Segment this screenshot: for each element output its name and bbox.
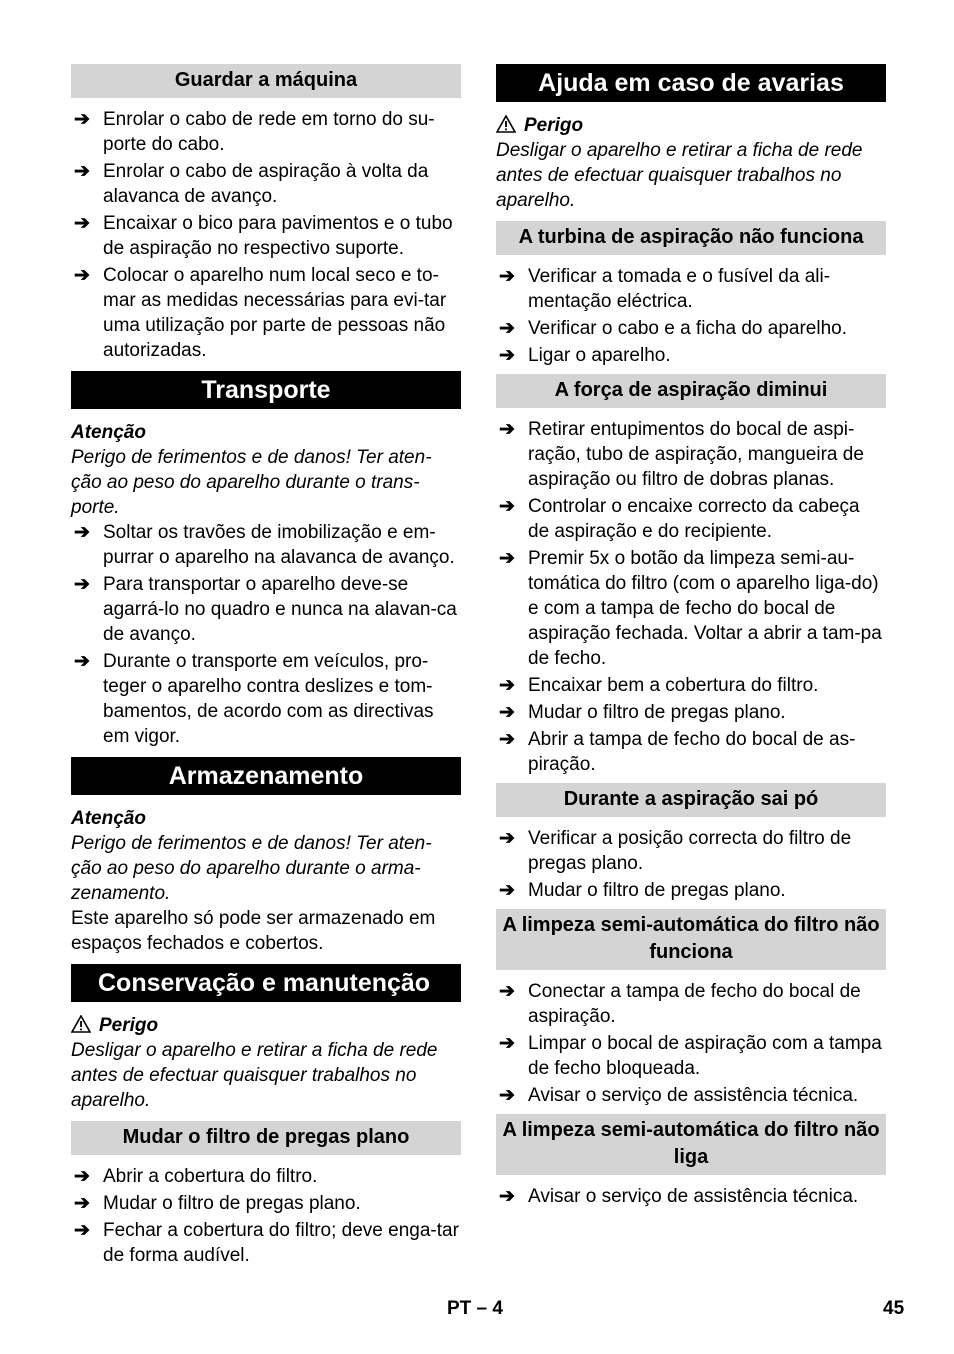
section-heading-armazenamento: Armazenamento: [71, 757, 461, 795]
arrow-icon: ➔: [499, 1085, 515, 1106]
list-item: ➔ Limpar o bocal de aspiração com a tampa de fecho bloqueada.: [499, 1033, 882, 1079]
list-item: ➔ Ligar o aparelho.: [499, 345, 671, 366]
list-item: ➔ Durante o transporte em veículos, pro-teger o aparelho contra deslizes e tom-bamentos, de acordo com as directivas em vigor.: [74, 651, 434, 747]
arrow-icon: ➔: [499, 318, 515, 339]
warning-title: Perigo: [496, 113, 886, 138]
arrow-icon: ➔: [499, 675, 515, 696]
list-item: ➔ Verificar a posição correcta do filtro de pregas plano.: [499, 828, 852, 874]
arrow-icon: ➔: [499, 419, 515, 440]
list-forca: [496, 417, 886, 777]
note-title: Atenção: [71, 422, 146, 443]
list-sai-po: [496, 826, 886, 903]
section-heading-sai-po: Durante a aspiração sai pó: [496, 783, 886, 817]
list-mudar-filtro: [71, 1164, 461, 1268]
note-title: Atenção: [71, 808, 146, 829]
body-text: Este aparelho só pode ser armazenado em espaços fechados e cobertos.: [71, 908, 436, 954]
arrow-icon: ➔: [74, 1166, 90, 1187]
section-heading-transporte: Transporte: [71, 371, 461, 409]
list-item: ➔ Enrolar o cabo de aspiração à volta da alavanca de avanço.: [74, 161, 429, 207]
left-column: [71, 64, 461, 1270]
arrow-icon: ➔: [499, 548, 515, 569]
arrow-icon: ➔: [74, 213, 90, 234]
section-heading-ajuda: Ajuda em caso de avarias: [496, 64, 886, 102]
page-number: 45: [883, 1298, 905, 1319]
arrow-icon: ➔: [499, 1033, 515, 1054]
section-heading-conservacao: Conservação e manutenção: [71, 964, 461, 1002]
list-item: ➔ Controlar o encaixe correcto da cabeça de aspiração e do recipiente.: [499, 496, 860, 542]
list-item: ➔ Colocar o aparelho num local seco e to-mar as medidas necessárias para evi-tar uma utilização por parte de pessoas não autorizadas.: [74, 265, 447, 361]
arrow-icon: ➔: [74, 109, 90, 130]
arrow-icon: ➔: [74, 574, 90, 595]
list-item: ➔ Abrir a tampa de fecho do bocal de as-piração.: [499, 729, 856, 775]
section-heading-limpeza-nao-liga: A limpeza semi-automática do filtro não liga: [496, 1114, 886, 1175]
list-guardar: [71, 107, 461, 363]
list-item: ➔ Verificar o cabo e a ficha do aparelho.: [499, 318, 847, 339]
list-item: ➔ Para transportar o aparelho deve-se agarrá-lo no quadro e nunca na alavan-ca de avanço.: [74, 574, 457, 645]
list-item: ➔ Encaixar o bico para pavimentos e o tubo de aspiração no respectivo suporte.: [74, 213, 453, 259]
arrow-icon: ➔: [499, 266, 515, 287]
arrow-icon: ➔: [499, 702, 515, 723]
arrow-icon: ➔: [74, 1193, 90, 1214]
arrow-icon: ➔: [499, 981, 515, 1002]
arrow-icon: ➔: [74, 1220, 90, 1241]
arrow-icon: ➔: [499, 496, 515, 517]
list-turbina: [496, 264, 886, 368]
list-item: ➔ Abrir a cobertura do filtro.: [74, 1166, 318, 1187]
arrow-icon: ➔: [499, 729, 515, 750]
section-heading-mudar-filtro: Mudar o filtro de pregas plano: [71, 1121, 461, 1155]
list-item: ➔ Mudar o filtro de pregas plano.: [499, 880, 786, 901]
list-item: ➔ Mudar o filtro de pregas plano.: [499, 702, 786, 723]
list-item: ➔ Avisar o serviço de assistência técnica.: [499, 1085, 859, 1106]
list-item: ➔ Fechar a cobertura do filtro; deve enga-tar de forma audível.: [74, 1220, 459, 1266]
warning-triangle-icon: [496, 115, 516, 133]
arrow-icon: ➔: [499, 880, 515, 901]
note-text: Perigo de ferimentos e de danos! Ter aten-ção ao peso do aparelho durante o trans-porte.: [71, 447, 432, 518]
section-heading-turbina: A turbina de aspiração não funciona: [496, 221, 886, 255]
arrow-icon: ➔: [74, 265, 90, 286]
list-item: ➔ Conectar a tampa de fecho do bocal de aspiração.: [499, 981, 861, 1027]
list-item: ➔ Verificar a tomada e o fusível da ali-mentação eléctrica.: [499, 266, 831, 312]
arrow-icon: ➔: [499, 828, 515, 849]
list-item: ➔ Soltar os travões de imobilização e em-purrar o aparelho na alavanca de avanço.: [74, 522, 455, 568]
list-item: ➔ Retirar entupimentos do bocal de aspi-ração, tubo de aspiração, mangueira de aspiração ou filtro de dobras planas.: [499, 419, 864, 490]
note-text: Perigo de ferimentos e de danos! Ter aten-ção ao peso do aparelho durante o arma-zenamento.: [71, 833, 432, 904]
section-heading-guardar: Guardar a máquina: [71, 64, 461, 98]
arrow-icon: ➔: [74, 161, 90, 182]
list-item: ➔ Avisar o serviço de assistência técnica.: [499, 1186, 859, 1207]
warning-triangle-icon: [71, 1015, 91, 1033]
right-column: [496, 64, 886, 1211]
note-text: Desligar o aparelho e retirar a ficha de rede antes de efectuar quaisquer trabalhos no aparelho.: [71, 1040, 438, 1111]
list-limpeza-nao-funciona: [496, 979, 886, 1108]
arrow-icon: ➔: [74, 522, 90, 543]
list-limpeza-nao-liga: [496, 1184, 886, 1209]
section-heading-forca: A força de aspiração diminui: [496, 374, 886, 408]
arrow-icon: ➔: [74, 651, 90, 672]
arrow-icon: ➔: [499, 1186, 515, 1207]
list-item: ➔ Premir 5x o botão da limpeza semi-au-tomática do filtro (com o aparelho liga-do) e com a tampa de fecho do bocal de aspiração fechada. Voltar a abrir a tam-pa de fecho.: [499, 548, 882, 669]
list-item: ➔ Encaixar bem a cobertura do filtro.: [499, 675, 819, 696]
section-heading-limpeza-nao-funciona: A limpeza semi-automática do filtro não funciona: [496, 909, 886, 970]
note-text: Desligar o aparelho e retirar a ficha de rede antes de efectuar quaisquer trabalhos no aparelho.: [496, 140, 863, 211]
warning-title: Perigo: [71, 1013, 461, 1038]
list-item: ➔ Enrolar o cabo de rede em torno do su-porte do cabo.: [74, 109, 435, 155]
list-transporte: [71, 520, 461, 749]
list-item: ➔ Mudar o filtro de pregas plano.: [74, 1193, 361, 1214]
footer-language-code: PT – 4: [447, 1298, 503, 1319]
arrow-icon: ➔: [499, 345, 515, 366]
